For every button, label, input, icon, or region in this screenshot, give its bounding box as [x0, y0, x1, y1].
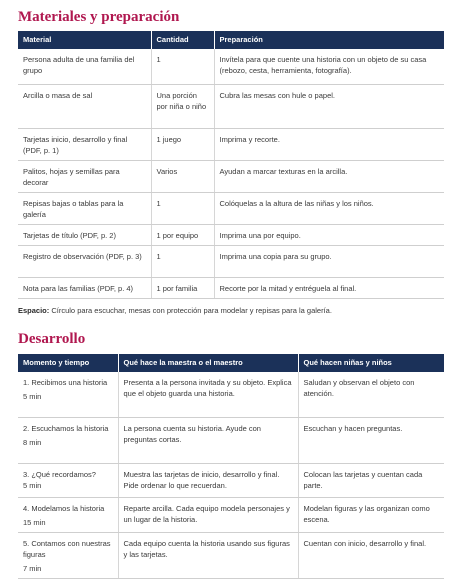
table-row	[18, 128, 444, 160]
materials-table	[18, 31, 444, 299]
preparation-cell: Invítela para que cuente una historia con un objeto de su casa (rebozo, cesta, herramienta, fotografía).	[214, 49, 444, 84]
moment-name: 3. ¿Qué recordamos?	[23, 470, 96, 479]
desarrollo-header-row	[18, 354, 444, 372]
preparation-cell: Imprima una por equipo.	[214, 224, 444, 245]
moment-name: 4. Modelamos la historia	[23, 504, 105, 513]
teacher-cell: Presenta a la persona invitada y su objeto. Explica que el objeto guarda una historia.	[118, 372, 298, 418]
table-row	[18, 498, 444, 533]
quantity-cell: 1 por equipo	[151, 224, 214, 245]
materials-header-row	[18, 31, 444, 49]
material-cell: Persona adulta de una familia del grupo	[18, 49, 151, 84]
desarrollo-title: Desarrollo	[18, 330, 86, 347]
col-header-cantidad: Cantidad	[151, 31, 214, 49]
table-row	[18, 49, 444, 84]
table-row	[18, 533, 444, 579]
material-cell: Registro de observación (PDF, p. 3)	[18, 245, 151, 277]
moment-name: 5. Contamos con nuestras figuras	[23, 539, 111, 559]
moment-time: 5 min	[23, 391, 42, 401]
desarrollo-table	[18, 354, 444, 580]
table-row	[18, 418, 444, 464]
materials-title: Materiales y preparación	[18, 9, 180, 25]
moment-cell	[18, 372, 118, 418]
preparation-cell: Imprima y recorte.	[214, 128, 444, 160]
teacher-cell: La persona cuenta su historia. Ayude con preguntas cortas.	[118, 418, 298, 464]
material-cell: Repisas bajas o tablas para la galería	[18, 192, 151, 224]
moment-time: 7 min	[23, 564, 42, 573]
col-header-material: Material	[18, 31, 151, 49]
moment-time: 8 min	[23, 438, 42, 447]
material-cell: Arcilla o masa de sal	[18, 84, 151, 128]
teacher-cell: Reparte arcilla. Cada equipo modela personajes y un lugar de la historia.	[118, 498, 298, 533]
space-note-text: Círculo para escuchar, mesas con protección para modelar y repisas para la galería.	[49, 305, 332, 315]
material-cell: Tarjetas inicio, desarrollo y final (PDF, p. 1)	[18, 128, 151, 160]
col-header-maestro: Qué hace la maestra o el maestro	[118, 354, 298, 372]
quantity-cell: 1	[151, 245, 214, 277]
moment-time: 15 min	[23, 518, 46, 527]
col-header-preparacion: Preparación	[214, 31, 444, 49]
table-row	[18, 277, 444, 298]
table-row	[18, 84, 444, 128]
preparation-cell: Imprima una copia para su grupo.	[214, 245, 444, 277]
moment-cell	[18, 418, 118, 464]
quantity-cell: Una porción por niña o niño	[151, 84, 214, 128]
teacher-cell: Cada equipo cuenta la historia usando sus figuras y las tarjetas.	[118, 533, 298, 579]
table-row	[18, 464, 444, 498]
col-header-ninos: Qué hacen niñas y niños	[298, 354, 444, 372]
moment-time: 5 min	[23, 481, 42, 490]
quantity-cell: 1	[151, 49, 214, 84]
preparation-cell: Recorte por la mitad y entréguela al final.	[214, 277, 444, 298]
children-cell: Colocan las tarjetas y cuentan cada parte.	[298, 464, 444, 498]
moment-cell	[18, 498, 118, 533]
table-row	[18, 224, 444, 245]
table-row	[18, 245, 444, 277]
moment-cell	[18, 533, 118, 579]
space-note-label: Espacio:	[18, 305, 50, 315]
col-header-momento: Momento y tiempo	[18, 354, 118, 372]
material-cell: Palitos, hojas y semillas para decorar	[18, 160, 151, 192]
preparation-cell: Ayudan a marcar texturas en la arcilla.	[214, 160, 444, 192]
quantity-cell: 1 por familia	[151, 277, 214, 298]
children-cell: Saludan y observan el objeto con atención.	[298, 372, 444, 418]
table-row	[18, 372, 444, 418]
quantity-cell: 1	[151, 192, 214, 224]
children-cell: Cuentan con inicio, desarrollo y final.	[298, 533, 444, 579]
preparation-cell: Colóquelas a la altura de las niñas y los niños.	[214, 192, 444, 224]
table-row	[18, 160, 444, 192]
material-cell: Tarjetas de título (PDF, p. 2)	[18, 224, 151, 245]
quantity-cell: 1 juego	[151, 128, 214, 160]
moment-cell	[18, 464, 118, 498]
children-cell: Escuchan y hacen preguntas.	[298, 418, 444, 464]
material-cell: Nota para las familias (PDF, p. 4)	[18, 277, 151, 298]
children-cell: Modelan figuras y las organizan como escena.	[298, 498, 444, 533]
preparation-cell: Cubra las mesas con hule o papel.	[214, 84, 444, 128]
teacher-cell: Muestra las tarjetas de inicio, desarrollo y final. Pide ordenar lo que recuerdan.	[118, 464, 298, 498]
quantity-cell: Varios	[151, 160, 214, 192]
space-note	[18, 305, 444, 316]
moment-name: 1. Recibimos una historia	[23, 377, 108, 387]
table-row	[18, 192, 444, 224]
moment-name: 2. Escuchamos la historia	[23, 424, 109, 433]
